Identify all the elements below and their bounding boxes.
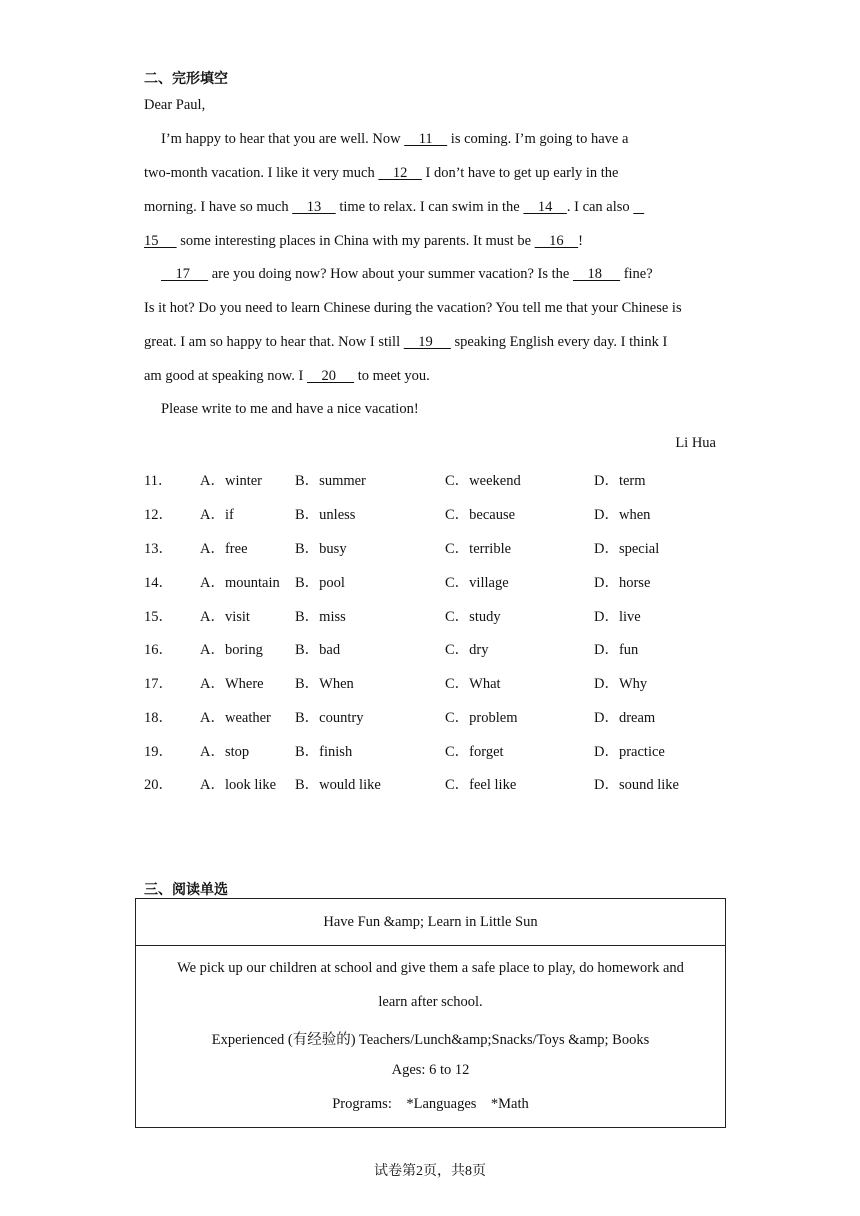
option-d[interactable]: D．live xyxy=(594,609,641,625)
option-c[interactable]: C．study xyxy=(445,609,501,625)
passage-line: 15 some interesting places in China with my parents. It must be 16 ! xyxy=(144,233,583,249)
question-row-20 xyxy=(144,773,744,793)
option-d[interactable]: D．practice xyxy=(594,744,665,760)
question-row-11 xyxy=(144,469,744,489)
advert-box xyxy=(135,898,726,1128)
option-c[interactable]: C．dry xyxy=(445,642,489,658)
option-b[interactable]: B．country xyxy=(295,710,364,726)
advert-title: Have Fun &amp; Learn in Little Sun xyxy=(323,914,538,930)
question-number: 14． xyxy=(144,575,173,591)
option-c[interactable]: C．because xyxy=(445,507,516,523)
option-b[interactable]: B．busy xyxy=(295,541,347,557)
option-d[interactable]: D．dream xyxy=(594,710,656,726)
option-a[interactable]: A．mountain xyxy=(200,575,280,591)
blank-11: 11 xyxy=(404,131,448,147)
passage-line: I’m happy to hear that you are well. Now 11 is coming. I’m going to have a xyxy=(161,131,629,147)
option-a[interactable]: A．stop xyxy=(200,744,250,760)
blank-20: 20 xyxy=(306,368,355,384)
advert-line: learn after school. xyxy=(378,994,483,1010)
blank-12: 12 xyxy=(378,165,422,181)
blank-15: 15 xyxy=(144,233,177,249)
question-number: 17． xyxy=(144,676,173,692)
letter-closing: Please write to me and have a nice vacation! xyxy=(161,401,419,417)
question-number: 20． xyxy=(144,777,173,793)
option-b[interactable]: B．unless xyxy=(295,507,356,523)
option-a[interactable]: A．Where xyxy=(200,676,264,692)
advert-header xyxy=(136,899,725,946)
blank-18: 18 xyxy=(572,266,621,282)
option-a[interactable]: A．free xyxy=(200,541,248,557)
blank-15-start xyxy=(633,199,644,215)
question-row-12 xyxy=(144,503,744,523)
option-c[interactable]: C．village xyxy=(445,575,509,591)
passage-line: great. I am so happy to hear that. Now I still 19 speaking English every day. I think I xyxy=(144,334,668,350)
option-d[interactable]: D．horse xyxy=(594,575,651,591)
option-d[interactable]: D．fun xyxy=(594,642,639,658)
option-b[interactable]: B．When xyxy=(295,676,354,692)
option-d[interactable]: D．term xyxy=(594,473,646,489)
advert-ages: Ages: 6 to 12 xyxy=(391,1062,470,1078)
option-d[interactable]: D．when xyxy=(594,507,651,523)
advert-programs: Programs: *Languages *Math xyxy=(332,1096,529,1112)
passage-line: am good at speaking now. I 20 to meet you. xyxy=(144,368,430,384)
advert-line: Experienced (有经验的) Teachers/Lunch&amp;Snacks/Toys &amp; Books xyxy=(211,1032,650,1048)
option-b[interactable]: B．bad xyxy=(295,642,341,658)
question-row-15 xyxy=(144,605,744,625)
option-c[interactable]: C．weekend xyxy=(445,473,521,489)
option-a[interactable]: A．look like xyxy=(200,777,277,793)
blank-19: 19 xyxy=(403,334,451,350)
option-a[interactable]: A．boring xyxy=(200,642,263,658)
option-c[interactable]: C．terrible xyxy=(445,541,512,557)
page-footer: 试卷第2页，共8页 xyxy=(374,1164,486,1179)
option-c[interactable]: C．problem xyxy=(445,710,518,726)
passage-line: 17 are you doing now? How about your summer vacation? Is the 18 fine? xyxy=(161,266,653,282)
option-b[interactable]: B．miss xyxy=(295,609,346,625)
option-b[interactable]: B．pool xyxy=(295,575,345,591)
option-d[interactable]: D．special xyxy=(594,541,660,557)
letter-greeting: Dear Paul, xyxy=(144,97,206,113)
option-a[interactable]: A．visit xyxy=(200,609,250,625)
option-c[interactable]: C．feel like xyxy=(445,777,517,793)
option-c[interactable]: C．What xyxy=(445,676,501,692)
option-a[interactable]: A．if xyxy=(200,507,234,523)
option-c[interactable]: C．forget xyxy=(445,744,504,760)
blank-17: 17 xyxy=(161,266,209,282)
letter-signature: Li Hua xyxy=(675,435,716,451)
section-2-title: 二、完形填空 xyxy=(144,71,228,87)
blank-16: 16 xyxy=(534,233,579,249)
question-row-17 xyxy=(144,672,744,692)
option-a[interactable]: A．winter xyxy=(200,473,263,489)
question-number: 15． xyxy=(144,609,173,625)
advert-line: We pick up our children at school and give them a safe place to play, do homework and xyxy=(177,960,684,976)
option-b[interactable]: B．finish xyxy=(295,744,353,760)
question-row-13 xyxy=(144,537,744,557)
question-number: 18． xyxy=(144,710,173,726)
passage-line: Is it hot? Do you need to learn Chinese during the vacation? You tell me that your Chinese is xyxy=(144,300,682,316)
question-number: 16． xyxy=(144,642,173,658)
question-number: 19． xyxy=(144,744,173,760)
option-d[interactable]: D．sound like xyxy=(594,777,679,793)
option-b[interactable]: B．would like xyxy=(295,777,381,793)
option-b[interactable]: B．summer xyxy=(295,473,366,489)
question-row-14 xyxy=(144,571,744,591)
question-number: 13． xyxy=(144,541,173,557)
option-d[interactable]: D．Why xyxy=(594,676,648,692)
blank-14: 14 xyxy=(523,199,567,215)
passage-line: morning. I have so much 13 time to relax. I can swim in the 14 . I can also xyxy=(144,199,644,216)
passage-line: two-month vacation. I like it very much 12 I don’t have to get up early in the xyxy=(144,165,619,181)
blank-13: 13 xyxy=(292,199,336,215)
option-a[interactable]: A．weather xyxy=(200,710,271,726)
section-3-title: 三、阅读单选 xyxy=(144,882,228,898)
question-number: 11． xyxy=(144,473,173,489)
question-row-16 xyxy=(144,638,744,658)
question-number: 12． xyxy=(144,507,173,523)
question-row-18 xyxy=(144,706,744,726)
question-row-19 xyxy=(144,740,744,760)
